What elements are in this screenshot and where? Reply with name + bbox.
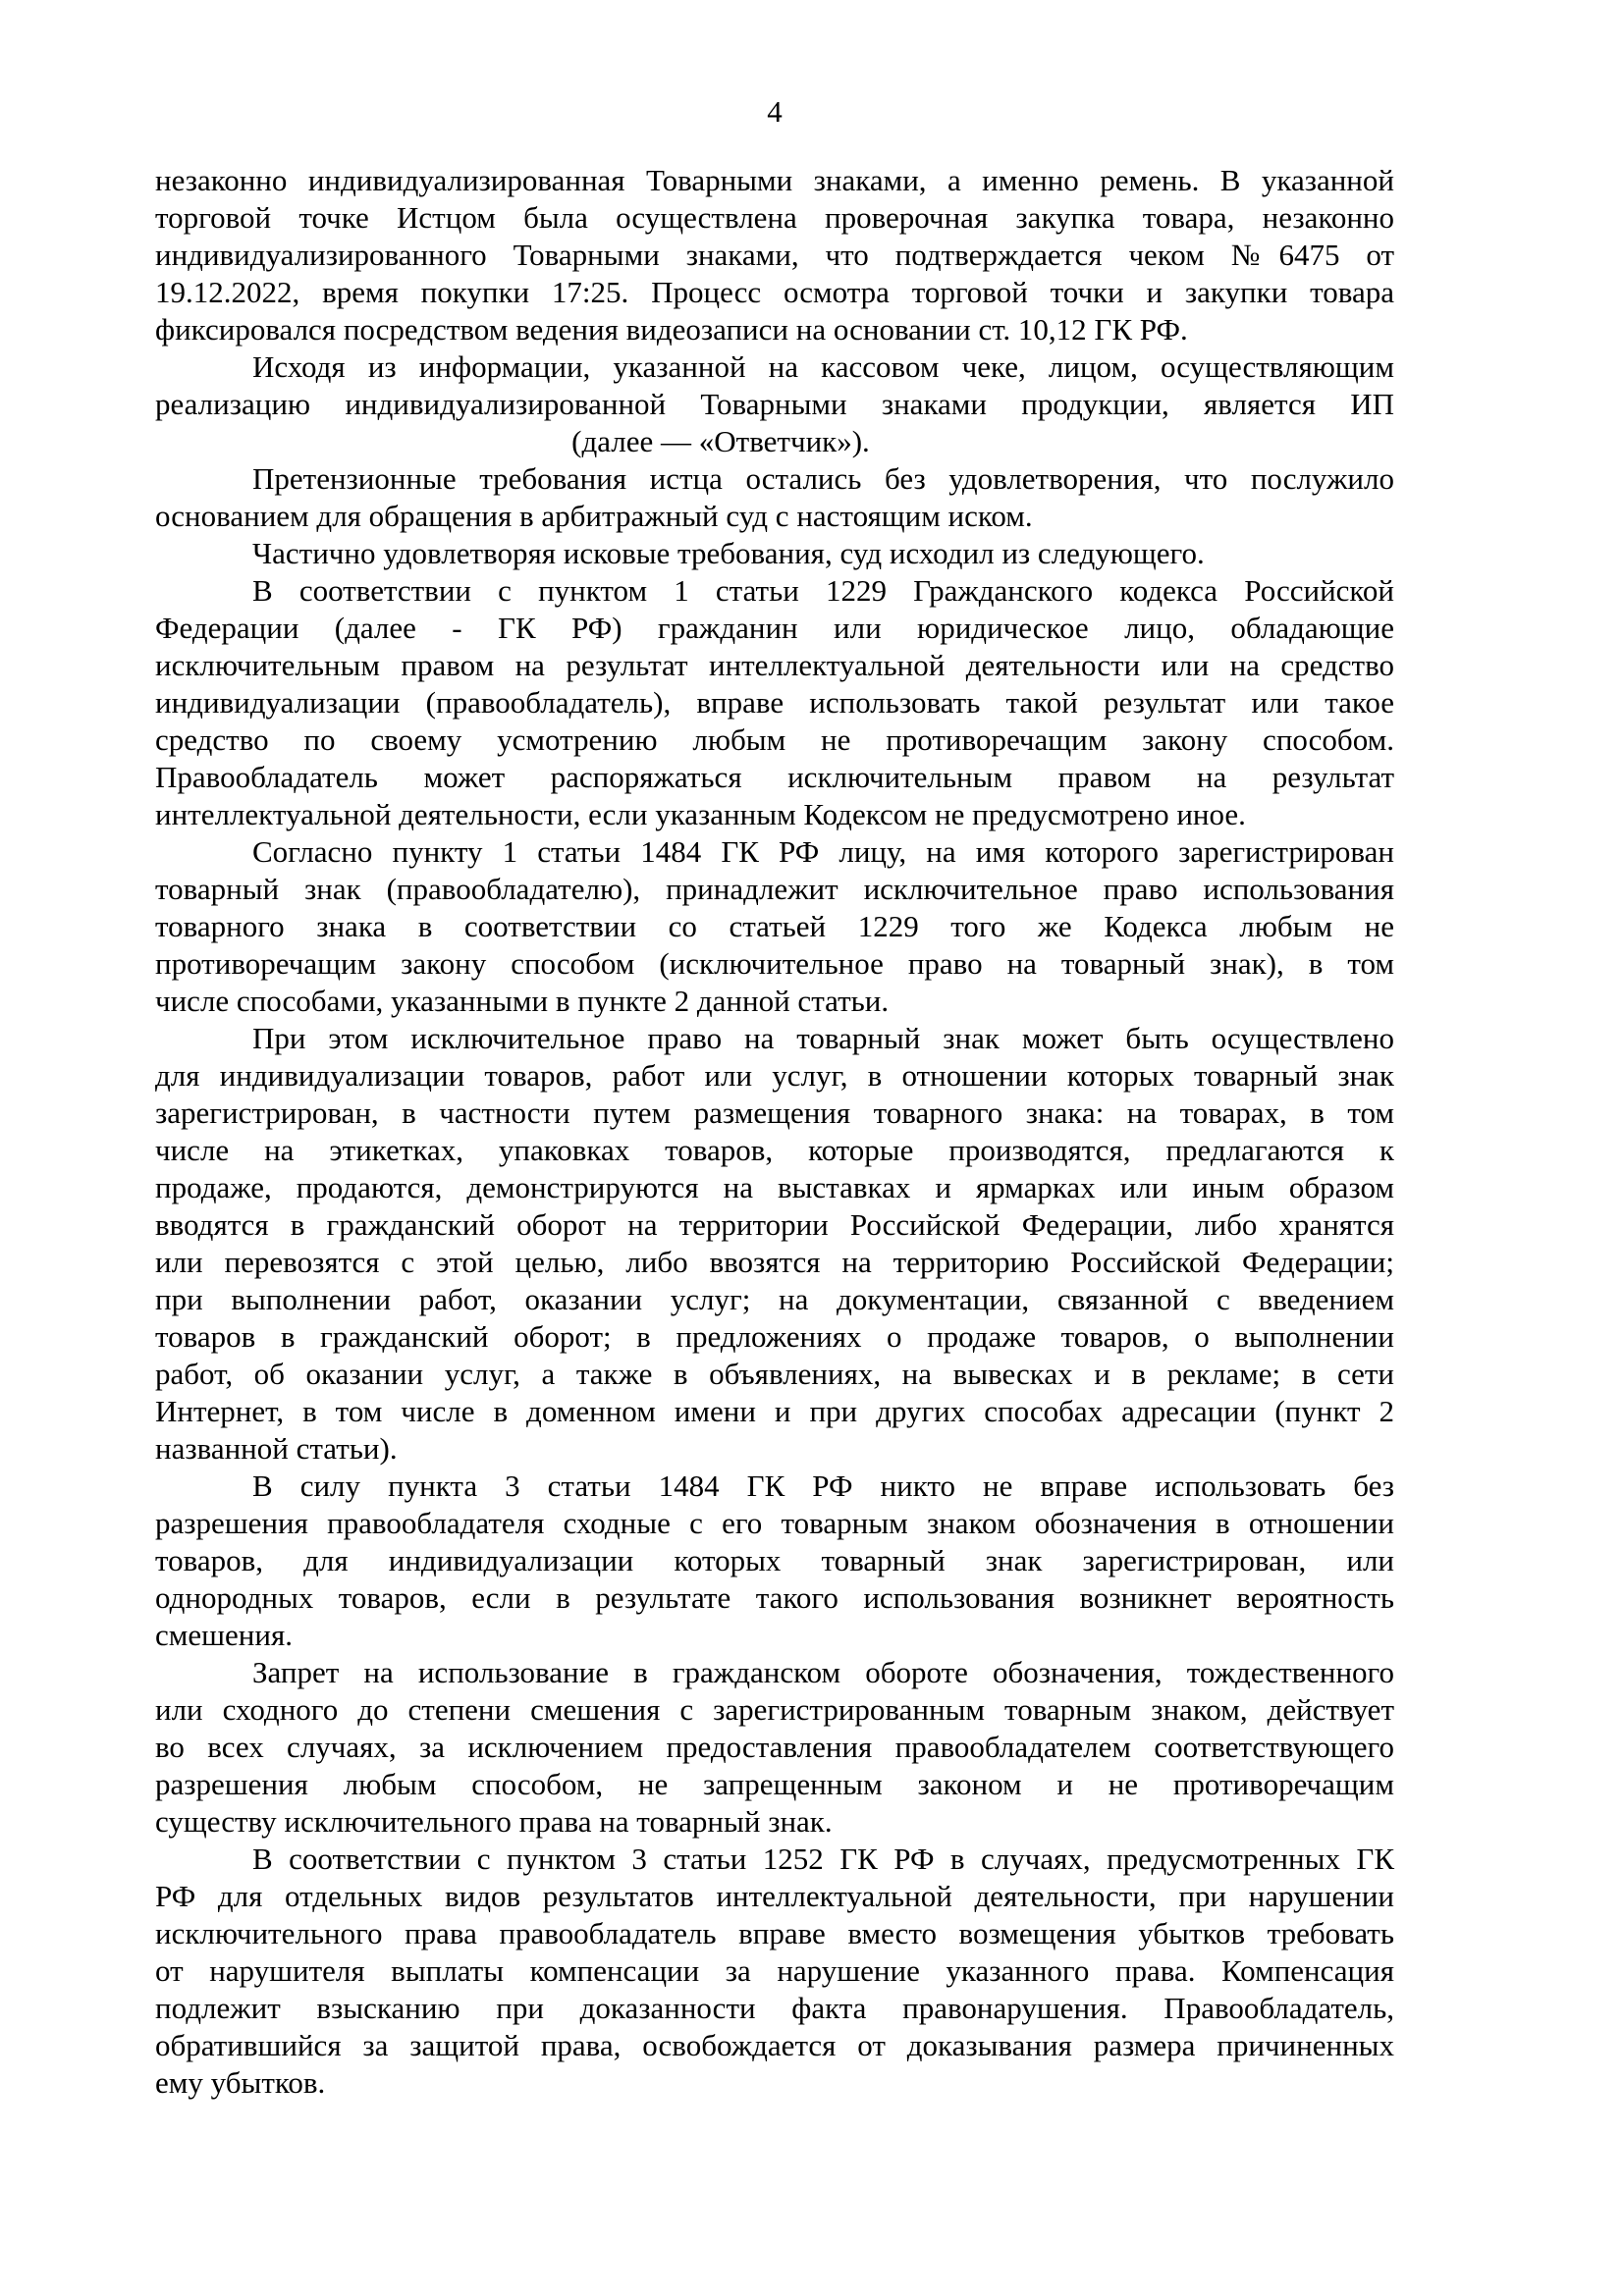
text-line: Согласно пункту 1 статьи 1484 ГК РФ лицу, на имя которого зарегистрирован (252, 834, 1394, 869)
paragraph (155, 1468, 1394, 1654)
paragraph (155, 572, 1394, 833)
text-line: товарный знак (правообладателю), принадлежит исключительное право использования (155, 872, 1394, 906)
text-line: индивидуализации (правообладатель), вправе использовать такой результат или такое (155, 685, 1394, 720)
text-line: 19.12.2022, время покупки 17:25. Процесс осмотра торговой точки и закупки товара (155, 275, 1394, 309)
text-line: интеллектуальной деятельности, если указанным Кодексом не предусмотрено иное. (155, 797, 1246, 831)
text-line: вводятся в гражданский оборот на территории Российской Федерации, либо хранятся (155, 1207, 1394, 1242)
paragraph (155, 1654, 1394, 1841)
text-line: ему убытков. (155, 2065, 326, 2100)
text-line: или сходного до степени смешения с зарегистрированным товарным знаком, действует (155, 1692, 1394, 1727)
text-line: обратившийся за защитой права, освобождается от доказывания размера причиненных (155, 2028, 1394, 2062)
text-line: При этом исключительное право на товарный знак может быть осуществлено (252, 1021, 1394, 1055)
text-line: исключительного права правообладатель вправе вместо возмещения убытков требовать (155, 1916, 1394, 1950)
text-line: продаже, продаются, демонстрируются на выставках и ярмарках или иным образом (155, 1170, 1394, 1204)
text-line: Правообладатель может распоряжаться исключительным правом на результат (155, 760, 1394, 794)
text-line: реализацию индивидуализированной Товарными знаками продукции, является ИП (155, 387, 1394, 421)
text-line: фиксировался посредством ведения видеозаписи на основании ст. 10,12 ГК РФ. (155, 312, 1188, 347)
text-line: В соответствии с пунктом 1 статьи 1229 Гражданского кодекса Российской (252, 573, 1394, 608)
text-line: товаров в гражданский оборот; в предложениях о продаже товаров, о выполнении (155, 1319, 1394, 1354)
text-line: незаконно индивидуализированная Товарными знаками, а именно ремень. В указанной (155, 163, 1394, 197)
paragraph (155, 1841, 1394, 2102)
document-body (155, 162, 1394, 2102)
text-line: разрешения любым способом, не запрещенным законом и не противоречащим (155, 1767, 1394, 1801)
page-number: 4 (767, 94, 783, 129)
text-line: средство по своему усмотрению любым не противоречащим закону способом. (155, 722, 1394, 757)
text-line: работ, об оказании услуг, а также в объявлениях, на вывесках и в рекламе; в сети (155, 1357, 1394, 1391)
text-line: числе способами, указанными в пункте 2 данной статьи. (155, 984, 890, 1018)
text-line: В соответствии с пунктом 3 статьи 1252 ГК РФ в случаях, предусмотренных ГК (252, 1842, 1394, 1876)
text-line: подлежит взысканию при доказанности факта правонарушения. Правообладатель, (155, 1991, 1394, 2025)
text-line: индивидуализированного Товарными знаками, что подтверждается чеком №6475 от (155, 238, 1394, 272)
text-line: товарного знака в соответствии со статьей 1229 того же Кодекса любым не (155, 909, 1394, 943)
text-line: исключительным правом на результат интеллектуальной деятельности или на средство (155, 648, 1394, 682)
paragraph (155, 460, 1394, 535)
text-line: Исходя из информации, указанной на кассовом чеке, лицом, осуществляющим (252, 349, 1394, 384)
text-line: Частично удовлетворяя исковые требования, суд исходил из следующего. (252, 536, 1205, 570)
text-line: торговой точке Истцом была осуществлена проверочная закупка товара, незаконно (155, 200, 1394, 235)
text-line: от нарушителя выплаты компенсации за нарушение указанного права. Компенсация (155, 1953, 1394, 1988)
text-line: существу исключительного права на товарный знак. (155, 1804, 833, 1839)
text-line: (далее — «Ответчик»). (571, 424, 870, 458)
text-line: зарегистрирован, в частности путем размещения товарного знака: на товарах, в том (155, 1095, 1394, 1130)
text-line: при выполнении работ, оказании услуг; на документации, связанной с введением (155, 1282, 1394, 1316)
text-line: Запрет на использование в гражданском обороте обозначения, тождественного (252, 1655, 1394, 1689)
text-line: Претензионные требования истца остались без удовлетворения, что послужило (252, 461, 1394, 496)
text-line: противоречащим закону способом (исключительное право на товарный знак), в том (155, 946, 1394, 981)
text-line: числе на этикетках, упаковках товаров, которые производятся, предлагаются к (155, 1133, 1394, 1167)
text-line: однородных товаров, если в результате такого использования возникнет вероятность (155, 1580, 1394, 1615)
text-line: для индивидуализации товаров, работ или услуг, в отношении которых товарный знак (155, 1058, 1394, 1093)
paragraph (155, 833, 1394, 1020)
text-line: основанием для обращения в арбитражный суд с настоящим иском. (155, 499, 1033, 533)
text-line: смешения. (155, 1618, 293, 1652)
text-line: названной статьи). (155, 1431, 398, 1466)
text-line: РФ для отдельных видов результатов интеллектуальной деятельности, при нарушении (155, 1879, 1394, 1913)
paragraph (155, 535, 1394, 572)
paragraph (155, 1020, 1394, 1468)
paragraph (155, 162, 1394, 348)
text-line: Федерации (далее - ГК РФ) гражданин или юридическое лицо, обладающие (155, 611, 1394, 645)
text-line: В силу пункта 3 статьи 1484 ГК РФ никто не вправе использовать без (252, 1468, 1394, 1503)
text-line: или перевозятся с этой целью, либо ввозятся на территорию Российской Федерации; (155, 1245, 1394, 1279)
text-line: разрешения правообладателя сходные с его товарным знаком обозначения в отношении (155, 1506, 1394, 1540)
text-line: товаров, для индивидуализации которых товарный знак зарегистрирован, или (155, 1543, 1394, 1577)
paragraph (155, 348, 1394, 460)
text-line: Интернет, в том числе в доменном имени и при других способах адресации (пункт 2 (155, 1394, 1394, 1428)
text-line: во всех случаях, за исключением предоставления правообладателем соответствующего (155, 1730, 1394, 1764)
